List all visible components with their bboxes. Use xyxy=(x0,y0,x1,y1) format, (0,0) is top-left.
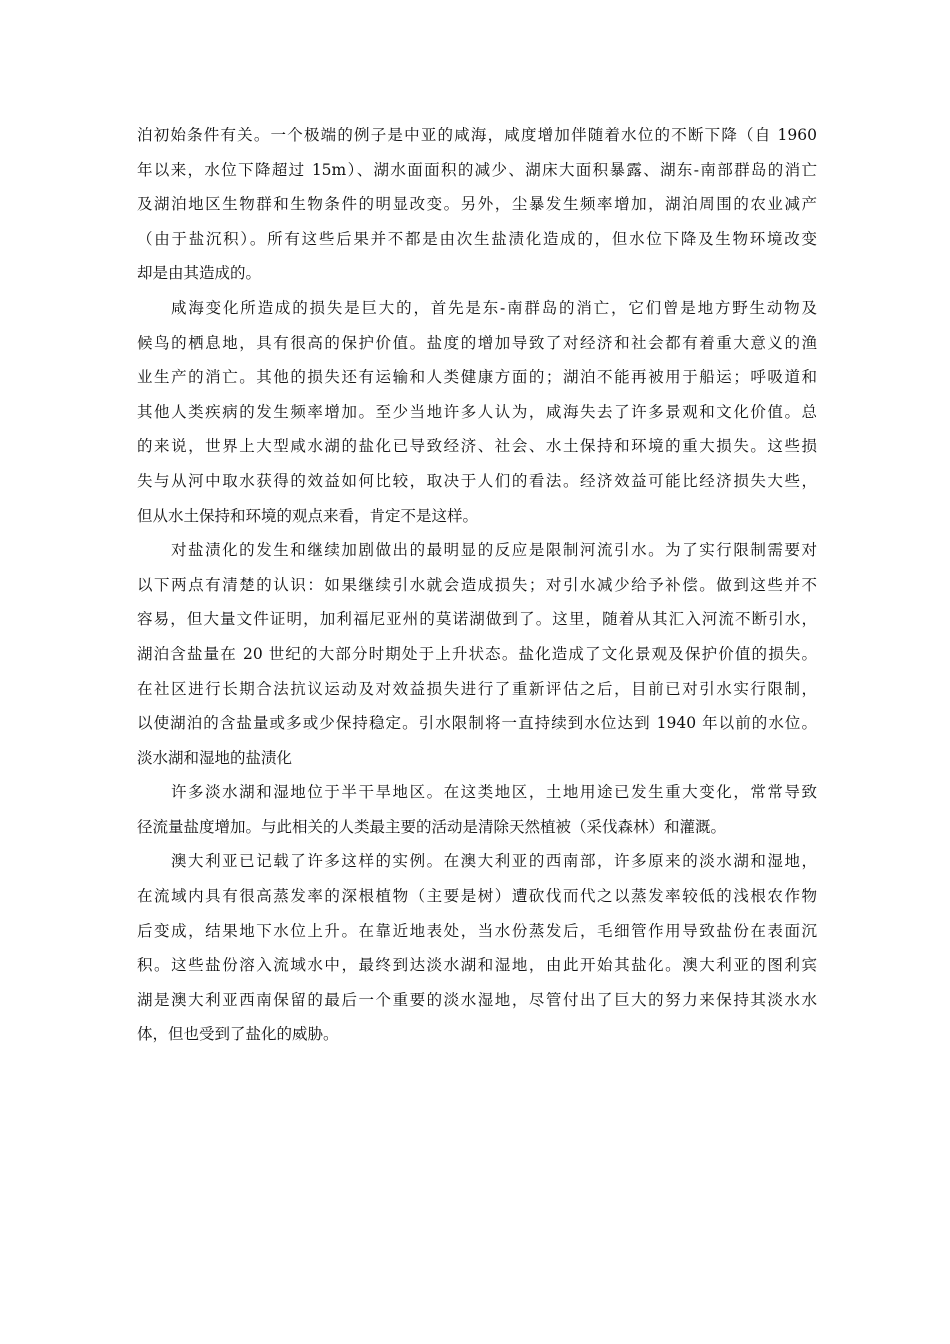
text-line: 对盐渍化的发生和继续加剧做出的最明显的反应是限制河流引水。为了实行限制需要对 xyxy=(171,541,817,560)
text-line: 候鸟的栖息地，具有很高的保护价值。盐度的增加导致了对经济和社会都有着重大意义的渔 xyxy=(137,333,817,352)
text-line: 湖是澳大利亚西南保留的最后一个重要的淡水湿地，尽管付出了巨大的努力来保持其淡水水 xyxy=(137,990,817,1009)
text-line: 在流域内具有很高蒸发率的深根植物（主要是树）遭砍伐而代之以蒸发率较低的浅根农作物 xyxy=(137,887,817,906)
text-line: 失与从河中取水获得的效益如何比较，取决于人们的看法。经济效益可能比经济损失大些， xyxy=(137,471,817,490)
text-line: （由于盐沉积）。所有这些后果并不都是由次生盐渍化造成的，但水位下降及生物环境改变 xyxy=(137,229,817,248)
text-line: 径流量盐度增加。与此相关的人类最主要的活动是清除天然植被（采伐森林）和灌溉。 xyxy=(137,817,727,836)
text-line: 许多淡水湖和湿地位于半干旱地区。在这类地区，土地用途已发生重大变化，常常导致 xyxy=(171,783,817,802)
text-line: 但从水土保持和环境的观点来看，肯定不是这样。 xyxy=(137,506,479,525)
text-line: 以下两点有清楚的认识：如果继续引水就会造成损失；对引水减少给予补偿。做到这些并不 xyxy=(137,575,817,594)
text-line: 及湖泊地区生物群和生物条件的明显改变。另外，尘暴发生频率增加，湖泊周围的农业减产 xyxy=(137,195,817,214)
text-line: 湖泊含盐量在 20 世纪的大部分时期处于上升状态。盐化造成了文化景观及保护价值的损失。 xyxy=(137,644,817,663)
document-body xyxy=(137,118,817,1052)
text-line: 业生产的消亡。其他的损失还有运输和人类健康方面的；湖泊不能再被用于船运；呼吸道和 xyxy=(137,368,817,387)
text-line: 容易，但大量文件证明，加利福尼亚州的莫诺湖做到了。这里，随着从其汇入河流不断引水， xyxy=(137,610,817,629)
text-line: 体，但也受到了盐化的威胁。 xyxy=(137,1025,339,1044)
text-line: 咸海变化所造成的损失是巨大的，首先是东-南群岛的消亡，它们曾是地方野生动物及 xyxy=(171,298,817,317)
text-line: 其他人类疾病的发生频率增加。至少当地许多人认为，咸海失去了许多景观和文化价值。总 xyxy=(137,402,817,421)
section-heading: 淡水湖和湿地的盐渍化 xyxy=(137,748,293,767)
text-line: 却是由其造成的。 xyxy=(137,264,262,283)
text-line: 后变成，结果地下水位上升。在靠近地表处，当水份蒸发后，毛细管作用导致盐份在表面沉 xyxy=(137,921,817,940)
text-line: 澳大利亚已记载了许多这样的实例。在澳大利亚的西南部，许多原来的淡水湖和湿地， xyxy=(171,852,817,871)
text-line: 积。这些盐份溶入流域水中，最终到达淡水湖和湿地，由此开始其盐化。澳大利亚的图利宾 xyxy=(137,956,817,975)
text-line: 的来说，世界上大型咸水湖的盐化已导致经济、社会、水土保持和环境的重大损失。这些损 xyxy=(137,437,817,456)
text-line: 在社区进行长期合法抗议运动及对效益损失进行了重新评估之后，目前已对引水实行限制， xyxy=(137,679,817,698)
text-line: 以使湖泊的含盐量或多或少保持稳定。引水限制将一直持续到水位达到 1940 年以前的水位。 xyxy=(137,714,817,733)
text-line: 年以来，水位下降超过 15m）、湖水面面积的减少、湖床大面积暴露、湖东-南部群岛的消亡 xyxy=(137,160,817,179)
text-line: 泊初始条件有关。一个极端的例子是中亚的咸海，咸度增加伴随着水位的不断下降（自 1960 xyxy=(137,126,817,144)
